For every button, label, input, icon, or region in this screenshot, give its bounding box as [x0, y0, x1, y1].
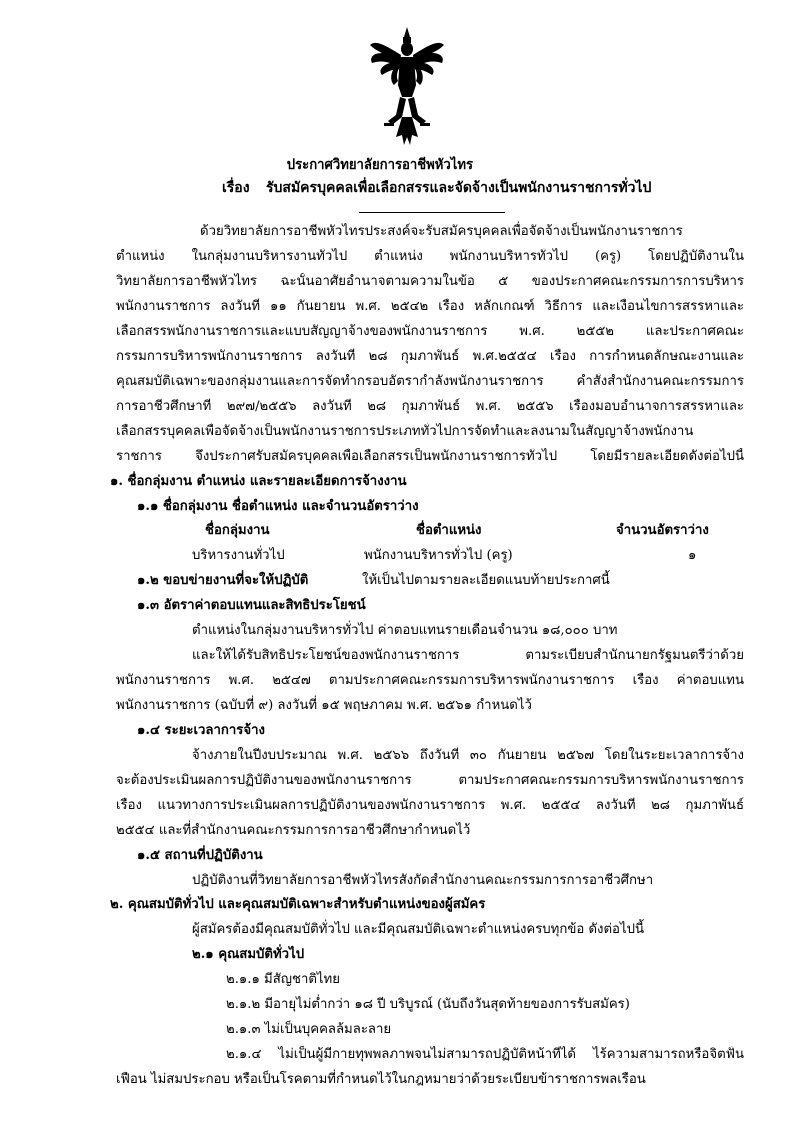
table-header-group: ชื่อกลุ่มงาน	[205, 523, 270, 538]
section-1-3-line: พนักงานราชการ พ.ศ. ๒๕๔๗ ตามประกาศคณะกรรมการบริหารพนักงานราชการ เรื่อง ค่าตอบแทน	[116, 673, 744, 688]
section-1-2-heading: ๑.๒ ขอบข่ายงานที่จะให้ปฏิบัติ	[137, 573, 309, 588]
intro-line: เลือกสรรพนักงานราชการและแบบสัญญาจ้างของพนักงานราชการ พ.ศ. ๒๕๕๒ และประกาศคณะ	[116, 324, 744, 339]
intro-line: ด้วยวิทยาลัยการอาชีพหัวไทรประสงค์จะรับสมัครบุคคลเพื่อจัดจ้างเป็นพนักงานราชการ	[200, 224, 683, 239]
section-1-5-text: ปฏิบัติงานที่วิทยาลัยการอาชีพหัวไทรสังกัดสำนักงานคณะกรรมการการอาชีวศึกษา	[192, 873, 654, 888]
qualification-item-continued: เฟือน ไม่สมประกอบ หรือเป็นโรคตามที่กำหนดไว้ในกฎหมายว่าด้วยระเบียบข้าราชการพลเรือน	[116, 1072, 646, 1087]
subject-text: รับสมัครบุคคลเพื่อเลือกสรรและจัดจ้างเป็นพนักงานราชการทั่วไป	[266, 180, 652, 196]
section-1-3-line: และให้ได้รับสิทธิประโยชน์ของพนักงานราชการ ตามระเบียบสำนักนายกรัฐมนตรีว่าด้วย	[192, 648, 744, 663]
section-1-4-line: จ้างภายในปีงบประมาณ พ.ศ. ๒๕๖๖ ถึงวันที่ ๓๐ กันยายน ๒๕๖๗ โดยในระยะเวลาการจ้าง	[192, 748, 744, 763]
section-1-heading: ๑. ชื่อกลุ่มงาน ตำแหน่ง และรายละเอียดการจ้างงาน	[110, 474, 407, 489]
section-1-3-line: พนักงานราชการ (ฉบับที่ ๙) ลงวันที่ ๑๕ พฤษภาคม พ.ศ. ๒๕๖๑ กำหนดไว้	[116, 698, 532, 713]
section-1-4-line: เรื่อง แนวทางการประเมินผลการปฏิบัติงานของพนักงานราชการ พ.ศ. ๒๕๕๔ ลงวันที่ ๒๘ กุมภาพันธ์	[116, 798, 744, 813]
section-2-1-heading: ๒.๑ คุณสมบัติทั่วไป	[192, 947, 305, 962]
section-1-4-heading: ๑.๔ ระยะเวลาการจ้าง	[137, 723, 265, 738]
qualification-item: ๒.๑.๓ ไม่เป็นบุคคลล้มละลาย	[226, 1022, 392, 1037]
garuda-emblem	[366, 25, 448, 151]
section-1-4-line: ๒๕๕๔ และที่สำนักงานคณะกรรมการการอาชีวศึกษากำหนดไว้	[116, 823, 471, 838]
qualification-item: ๒.๑.๒ มีอายุไม่ต่ำกว่า ๑๘ ปี บริบูรณ์ (นับถึงวันสุดท้ายของการรับสมัคร)	[226, 997, 630, 1012]
intro-line: ตำแหน่ง ในกลุ่มงานบริหารงานทั่วไป ตำแหน่ง พนักงานบริหารทั่วไป (ครู) โดยปฏิบัติงานใน	[116, 249, 744, 264]
intro-line: วิทยาลัยการอาชีพหัวไทร ฉะนั้นอาศัยอำนาจตามความในข้อ ๕ ของประกาศคณะกรรมการการบริหาร	[116, 274, 744, 289]
intro-line: กรรมการบริหารพนักงานราชการ ลงวันที่ ๒๘ กุมภาพันธ์ พ.ศ.๒๕๕๔ เรื่อง การกำหนดลักษณะงานและ	[116, 349, 744, 364]
table-cell-group: บริหารงานทั่วไป	[192, 548, 285, 563]
document-title: ประกาศวิทยาลัยการอาชีพหัวไทร	[286, 157, 474, 173]
intro-line: คุณสมบัติเฉพาะของกลุ่มงานและการจัดทำกรอบอัตรากำลังพนักงานราชการ คำสั่งสำนักงานคณะกรรมการ	[116, 374, 744, 389]
intro-line: ราชการ จึงประกาศรับสมัครบุคคลเพื่อเลือกสรรเป็นพนักงานราชการทั่วไป โดยมีรายละเอียดดังต่อไปนี้	[116, 449, 744, 464]
section-1-1-heading: ๑.๑ ชื่อกลุ่มงาน ชื่อตำแหน่ง และจำนวนอัตราว่าง	[137, 499, 419, 514]
section-1-5-heading: ๑.๕ สถานที่ปฏิบัติงาน	[137, 848, 263, 863]
section-2-heading: ๒. คุณสมบัติทั่วไป และคุณสมบัติเฉพาะสำหรับตำแหน่งของผู้สมัคร	[110, 897, 486, 912]
section-2-intro: ผู้สมัครต้องมีคุณสมบัติทั่วไป และมีคุณสมบัติเฉพาะตำแหน่งครบทุกข้อ ดังต่อไปนี้	[192, 922, 644, 937]
table-cell-vacancies: ๑	[688, 548, 697, 563]
intro-line: พนักงานราชการ ลงวันที่ ๑๑ กันยายน พ.ศ. ๒๕๔๒ เรื่อง หลักเกณฑ์ วิธีการ และเงื่อนไขการสรรหาและ	[116, 299, 744, 314]
subject-label: เรื่อง	[222, 180, 250, 196]
intro-line: เลือกสรรบุคคลเพื่อจัดจ้างเป็นพนักงานราชการประเภททั่วไปการจัดทำและลงนามในสัญญาจ้างพนักงาน	[116, 424, 694, 439]
qualification-item: ๒.๑.๑ มีสัญชาติไทย	[226, 972, 340, 987]
table-header-position: ชื่อตำแหน่ง	[416, 523, 482, 538]
section-1-2-text: ให้เป็นไปตามรายละเอียดแนบท้ายประกาศนี้	[362, 573, 610, 588]
section-1-3-heading: ๑.๓ อัตราค่าตอบแทนและสิทธิประโยชน์	[137, 598, 366, 613]
table-cell-position: พนักงานบริหารทั่วไป (ครู)	[364, 548, 513, 563]
section-1-3-line: ตำแหน่งในกลุ่มงานบริหารทั่วไป ค่าตอบแทนรายเดือนจำนวน ๑๘,๐๐๐ บาท	[192, 623, 618, 638]
intro-line: การอาชีวศึกษาที่ ๒๙๗/๒๕๕๖ ลงวันที่ ๒๘ กุมภาพันธ์ พ.ศ. ๒๕๕๖ เรื่องมอบอำนาจการสรรหาและ	[116, 399, 744, 414]
table-header-vacancies: จำนวนอัตราว่าง	[616, 523, 709, 538]
section-1-4-line: จะต้องประเมินผลการปฏิบัติงานของพนักงานราชการ ตามประกาศคณะกรรมการบริหารพนักงานราชการ	[116, 773, 744, 788]
qualification-item: ๒.๑.๔ ไม่เป็นผู้มีกายทุพพลภาพจนไม่สามารถปฏิบัติหน้าที่ได้ ไร้ความสามารถหรือจิตฟั่น	[226, 1047, 744, 1062]
title-divider	[359, 212, 505, 213]
